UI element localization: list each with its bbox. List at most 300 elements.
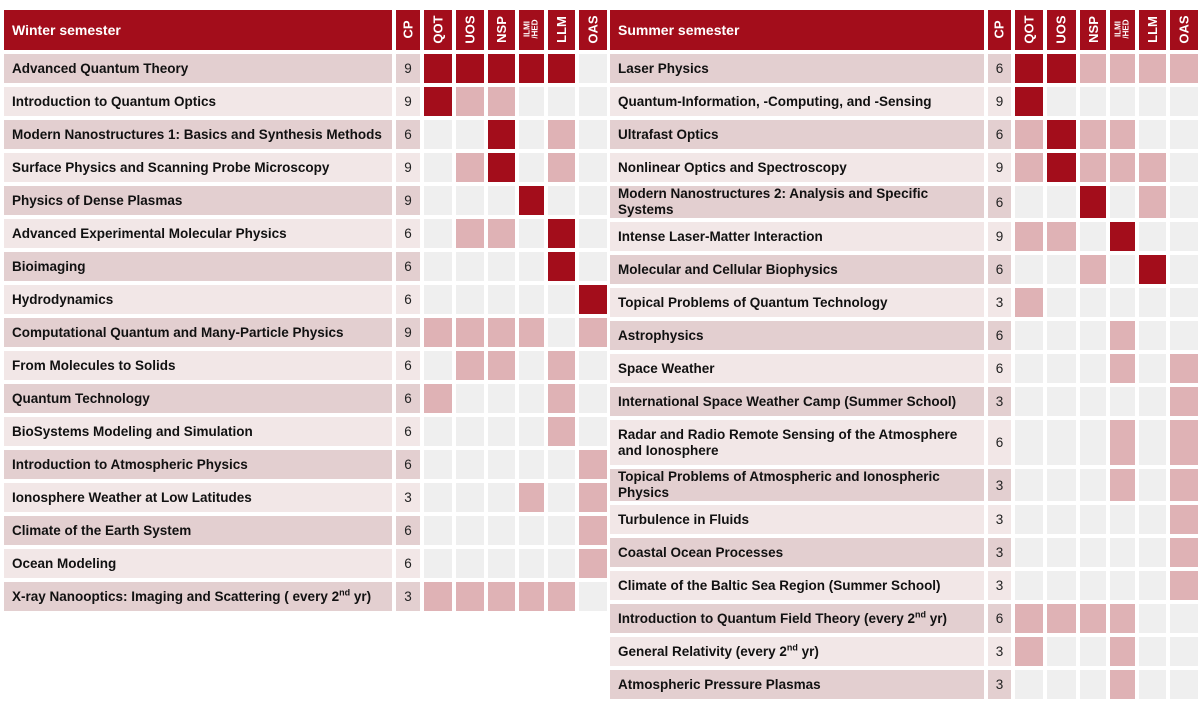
relevance-cell — [486, 85, 517, 118]
relevance-cell — [454, 118, 486, 151]
relevance-cell — [1108, 467, 1137, 503]
relevance-cell — [546, 481, 577, 514]
relevance-cell — [1045, 151, 1077, 184]
relevance-cell — [1168, 569, 1200, 602]
credit-points: 9 — [986, 85, 1014, 118]
relevance-cell — [1108, 85, 1137, 118]
course-row — [2, 448, 609, 481]
relevance-cell — [517, 316, 546, 349]
course-name — [2, 118, 394, 151]
relevance-cell — [1078, 286, 1109, 319]
column-label: LLM — [1144, 16, 1160, 43]
course-name-sup: nd — [786, 642, 798, 652]
course-row — [2, 349, 609, 382]
course-name-text: Ocean Modeling — [12, 555, 117, 571]
relevance-cell — [1137, 385, 1168, 418]
relevance-cell — [1013, 52, 1045, 85]
course-name — [608, 569, 986, 602]
course-row — [2, 52, 609, 85]
relevance-cell — [1045, 118, 1077, 151]
course-row — [608, 253, 1200, 286]
relevance-cell — [486, 118, 517, 151]
credit-points: 3 — [986, 536, 1014, 569]
credit-points: 3 — [986, 569, 1014, 602]
relevance-cell — [1108, 418, 1137, 467]
credit-points: 3 — [986, 635, 1014, 668]
relevance-cell — [1168, 52, 1200, 85]
relevance-cell — [486, 52, 517, 85]
course-row — [2, 85, 609, 118]
relevance-cell — [1013, 151, 1045, 184]
relevance-cell — [422, 481, 454, 514]
course-row — [608, 52, 1200, 85]
course-name-text: Topical Problems of Quantum Technology — [618, 294, 888, 310]
course-row — [608, 467, 1200, 503]
relevance-cell — [1045, 602, 1077, 635]
relevance-cell — [546, 85, 577, 118]
summer-column-header-5 — [1168, 8, 1200, 52]
relevance-cell — [454, 514, 486, 547]
relevance-cell — [546, 349, 577, 382]
course-name — [608, 467, 986, 503]
relevance-cell — [454, 217, 486, 250]
relevance-cell — [1137, 503, 1168, 536]
relevance-cell — [1108, 352, 1137, 385]
course-name-text: Bioimaging — [12, 258, 86, 274]
relevance-cell — [577, 316, 609, 349]
relevance-cell — [1108, 184, 1137, 220]
relevance-cell — [1013, 569, 1045, 602]
course-row — [608, 635, 1200, 668]
course-row — [2, 316, 609, 349]
relevance-cell — [422, 580, 454, 613]
relevance-cell — [577, 283, 609, 316]
relevance-cell — [1013, 118, 1045, 151]
credit-points: 6 — [394, 415, 422, 448]
relevance-cell — [422, 316, 454, 349]
winter-column-header-2 — [486, 8, 517, 52]
relevance-cell — [1137, 467, 1168, 503]
course-row — [2, 250, 609, 283]
column-label: NSP — [1085, 16, 1101, 43]
course-row — [608, 503, 1200, 536]
course-row — [2, 514, 609, 547]
relevance-cell — [454, 316, 486, 349]
credit-points: 6 — [394, 382, 422, 415]
relevance-cell — [1045, 253, 1077, 286]
relevance-cell — [577, 151, 609, 184]
credit-points: 3 — [986, 503, 1014, 536]
relevance-cell — [1168, 319, 1200, 352]
relevance-cell — [486, 547, 517, 580]
course-row — [608, 418, 1200, 467]
summer-header-row — [608, 8, 1200, 52]
winter-semester-table — [2, 8, 609, 613]
relevance-cell — [454, 481, 486, 514]
relevance-cell — [517, 415, 546, 448]
relevance-cell — [1045, 220, 1077, 253]
relevance-cell — [546, 217, 577, 250]
relevance-cell — [1045, 536, 1077, 569]
relevance-cell — [1168, 503, 1200, 536]
relevance-cell — [577, 118, 609, 151]
course-row — [608, 352, 1200, 385]
relevance-cell — [546, 415, 577, 448]
course-row — [2, 481, 609, 514]
relevance-cell — [546, 283, 577, 316]
cp-label: CP — [991, 20, 1007, 39]
relevance-cell — [1108, 319, 1137, 352]
relevance-cell — [577, 514, 609, 547]
relevance-cell — [1137, 418, 1168, 467]
relevance-cell — [1137, 286, 1168, 319]
relevance-cell — [1045, 286, 1077, 319]
relevance-cell — [1168, 85, 1200, 118]
relevance-cell — [1137, 220, 1168, 253]
course-name-text: Ionosphere Weather at Low Latitudes — [12, 489, 252, 505]
relevance-cell — [486, 382, 517, 415]
course-name — [608, 418, 986, 467]
course-name-text: Astrophysics — [618, 327, 704, 343]
relevance-cell — [1108, 536, 1137, 569]
relevance-cell — [1078, 385, 1109, 418]
course-name-text: Atmospheric Pressure Plasmas — [618, 676, 821, 692]
summer-column-header-2 — [1078, 8, 1109, 52]
course-name-text: Space Weather — [618, 360, 715, 376]
relevance-cell — [1013, 352, 1045, 385]
course-name — [608, 253, 986, 286]
relevance-cell — [577, 415, 609, 448]
relevance-cell — [1045, 635, 1077, 668]
course-name-text: From Molecules to Solids — [12, 357, 176, 373]
course-name-text: BioSystems Modeling and Simulation — [12, 423, 253, 439]
course-name-sup: nd — [915, 609, 927, 619]
relevance-cell — [1078, 536, 1109, 569]
course-name-text: Molecular and Cellular Biophysics — [618, 261, 838, 277]
winter-body — [2, 52, 609, 613]
relevance-cell — [1045, 85, 1077, 118]
relevance-cell — [422, 349, 454, 382]
course-name-text: Advanced Quantum Theory — [12, 60, 189, 76]
relevance-cell — [517, 283, 546, 316]
relevance-cell — [1078, 118, 1109, 151]
winter-title: Winter semester — [2, 8, 394, 52]
credit-points: 6 — [394, 349, 422, 382]
course-row — [2, 580, 609, 613]
relevance-cell — [486, 316, 517, 349]
relevance-cell — [517, 118, 546, 151]
course-name-text: Laser Physics — [618, 60, 709, 76]
relevance-cell — [1168, 253, 1200, 286]
relevance-cell — [546, 316, 577, 349]
column-label: QOT — [1021, 15, 1037, 44]
course-row — [2, 184, 609, 217]
relevance-cell — [577, 217, 609, 250]
relevance-cell — [486, 217, 517, 250]
relevance-cell — [486, 151, 517, 184]
relevance-cell — [422, 283, 454, 316]
course-row — [608, 85, 1200, 118]
relevance-cell — [1013, 253, 1045, 286]
relevance-cell — [454, 52, 486, 85]
credit-points: 9 — [394, 85, 422, 118]
course-name-text: Modern Nanostructures 2: Analysis and Specific Systems — [618, 186, 929, 217]
relevance-cell — [577, 184, 609, 217]
course-row — [2, 118, 609, 151]
relevance-cell — [1168, 418, 1200, 467]
relevance-cell — [1045, 52, 1077, 85]
winter-header-row — [2, 8, 609, 52]
relevance-cell — [577, 250, 609, 283]
relevance-cell — [1108, 503, 1137, 536]
relevance-cell — [546, 514, 577, 547]
relevance-cell — [577, 580, 609, 613]
credit-points: 6 — [394, 283, 422, 316]
course-name — [608, 635, 986, 668]
relevance-cell — [1013, 286, 1045, 319]
relevance-cell — [1168, 220, 1200, 253]
column-label: OAS — [585, 15, 601, 44]
relevance-cell — [1013, 184, 1045, 220]
relevance-cell — [422, 250, 454, 283]
course-name-text: Turbulence in Fluids — [618, 511, 750, 527]
relevance-cell — [577, 349, 609, 382]
course-name — [2, 415, 394, 448]
course-name-text: Nonlinear Optics and Spectroscopy — [618, 159, 847, 175]
course-row — [608, 536, 1200, 569]
course-name-tail: yr) — [350, 588, 372, 604]
relevance-cell — [517, 250, 546, 283]
course-row — [608, 286, 1200, 319]
relevance-cell — [1168, 668, 1200, 701]
course-name — [608, 286, 986, 319]
course-name — [608, 184, 986, 220]
credit-points: 9 — [986, 151, 1014, 184]
column-label: QOT — [430, 15, 446, 44]
course-row — [2, 382, 609, 415]
winter-cp-header — [394, 8, 422, 52]
credit-points: 9 — [394, 184, 422, 217]
course-row — [608, 118, 1200, 151]
relevance-cell — [517, 448, 546, 481]
relevance-cell — [1078, 569, 1109, 602]
relevance-cell — [1168, 286, 1200, 319]
relevance-cell — [1078, 220, 1109, 253]
relevance-cell — [422, 52, 454, 85]
relevance-cell — [486, 349, 517, 382]
relevance-cell — [546, 547, 577, 580]
course-name-text: Intense Laser-Matter Interaction — [618, 228, 823, 244]
course-name — [2, 448, 394, 481]
relevance-cell — [1108, 635, 1137, 668]
relevance-cell — [422, 514, 454, 547]
summer-title: Summer semester — [608, 8, 986, 52]
course-name — [2, 85, 394, 118]
relevance-cell — [1108, 385, 1137, 418]
credit-points: 6 — [986, 184, 1014, 220]
relevance-cell — [486, 481, 517, 514]
relevance-cell — [1013, 319, 1045, 352]
summer-cp-header — [986, 8, 1014, 52]
relevance-cell — [1168, 151, 1200, 184]
relevance-cell — [454, 250, 486, 283]
relevance-cell — [1137, 602, 1168, 635]
relevance-cell — [422, 217, 454, 250]
relevance-cell — [546, 448, 577, 481]
course-name — [608, 319, 986, 352]
relevance-cell — [1137, 536, 1168, 569]
course-row — [608, 385, 1200, 418]
relevance-cell — [1078, 319, 1109, 352]
relevance-cell — [1137, 151, 1168, 184]
relevance-cell — [1168, 467, 1200, 503]
course-name-text: Hydrodynamics — [12, 291, 114, 307]
cp-label: CP — [400, 20, 416, 39]
relevance-cell — [577, 481, 609, 514]
relevance-cell — [1045, 385, 1077, 418]
relevance-cell — [1013, 635, 1045, 668]
course-row — [608, 602, 1200, 635]
relevance-cell — [577, 52, 609, 85]
credit-points: 6 — [986, 319, 1014, 352]
course-name — [2, 316, 394, 349]
course-name-text: Climate of the Earth System — [12, 522, 192, 538]
relevance-cell — [486, 250, 517, 283]
relevance-cell — [486, 580, 517, 613]
credit-points: 3 — [394, 580, 422, 613]
credit-points: 6 — [986, 418, 1014, 467]
course-name — [608, 118, 986, 151]
column-label: OAS — [1176, 15, 1192, 44]
relevance-cell — [517, 217, 546, 250]
course-row — [608, 184, 1200, 220]
relevance-cell — [517, 481, 546, 514]
relevance-cell — [546, 184, 577, 217]
relevance-cell — [1108, 151, 1137, 184]
relevance-cell — [454, 85, 486, 118]
course-name — [2, 382, 394, 415]
relevance-cell — [1013, 85, 1045, 118]
relevance-cell — [577, 85, 609, 118]
relevance-cell — [1108, 602, 1137, 635]
relevance-cell — [1108, 52, 1137, 85]
course-name — [608, 85, 986, 118]
credit-points: 6 — [986, 52, 1014, 85]
relevance-cell — [517, 349, 546, 382]
relevance-cell — [546, 382, 577, 415]
credit-points: 6 — [394, 118, 422, 151]
relevance-cell — [1078, 253, 1109, 286]
relevance-cell — [454, 580, 486, 613]
relevance-cell — [454, 184, 486, 217]
summer-column-header-4 — [1137, 8, 1168, 52]
relevance-cell — [1168, 184, 1200, 220]
relevance-cell — [1137, 118, 1168, 151]
course-row — [2, 283, 609, 316]
relevance-cell — [1078, 184, 1109, 220]
relevance-cell — [422, 547, 454, 580]
relevance-cell — [1045, 352, 1077, 385]
relevance-cell — [517, 52, 546, 85]
course-name-text: International Space Weather Camp (Summer School) — [618, 393, 957, 409]
relevance-cell — [517, 85, 546, 118]
course-name-text: Advanced Experimental Molecular Physics — [12, 225, 287, 241]
relevance-cell — [1078, 352, 1109, 385]
relevance-cell — [1137, 85, 1168, 118]
credit-points: 3 — [394, 481, 422, 514]
course-name-text: Introduction to Quantum Field Theory (every 2 — [618, 610, 916, 626]
relevance-cell — [1078, 418, 1109, 467]
relevance-cell — [517, 184, 546, 217]
column-label: NSP — [494, 16, 510, 43]
course-row — [2, 415, 609, 448]
relevance-cell — [486, 415, 517, 448]
relevance-cell — [1045, 418, 1077, 467]
credit-points: 9 — [394, 151, 422, 184]
course-name — [608, 220, 986, 253]
credit-points: 9 — [394, 52, 422, 85]
relevance-cell — [546, 52, 577, 85]
relevance-cell — [1045, 184, 1077, 220]
course-name — [2, 250, 394, 283]
course-name-text: Radar and Radio Remote Sensing of the Atmosphere and Ionosphere — [618, 426, 958, 458]
relevance-cell — [1137, 668, 1168, 701]
relevance-cell — [1108, 220, 1137, 253]
relevance-cell — [1045, 668, 1077, 701]
relevance-cell — [1108, 569, 1137, 602]
relevance-cell — [517, 514, 546, 547]
relevance-cell — [422, 415, 454, 448]
relevance-cell — [1108, 118, 1137, 151]
column-label: ILMI /HED — [522, 18, 540, 39]
course-name — [2, 52, 394, 85]
relevance-cell — [1013, 536, 1045, 569]
summer-column-header-1 — [1045, 8, 1077, 52]
relevance-cell — [1013, 503, 1045, 536]
relevance-cell — [1137, 352, 1168, 385]
credit-points: 6 — [394, 448, 422, 481]
relevance-cell — [1078, 668, 1109, 701]
course-name — [2, 481, 394, 514]
relevance-cell — [1108, 668, 1137, 701]
relevance-cell — [422, 118, 454, 151]
relevance-cell — [1013, 418, 1045, 467]
relevance-cell — [1013, 220, 1045, 253]
course-row — [608, 668, 1200, 701]
course-name-text: X-ray Nanooptics: Imaging and Scattering ( every 2 — [12, 588, 340, 604]
credit-points: 6 — [394, 514, 422, 547]
course-name — [2, 151, 394, 184]
credit-points: 6 — [394, 217, 422, 250]
credit-points: 9 — [394, 316, 422, 349]
relevance-cell — [486, 448, 517, 481]
relevance-cell — [454, 382, 486, 415]
relevance-cell — [1168, 536, 1200, 569]
credit-points: 6 — [986, 602, 1014, 635]
relevance-cell — [546, 118, 577, 151]
credit-points: 3 — [986, 668, 1014, 701]
course-name — [2, 184, 394, 217]
course-row — [2, 217, 609, 250]
course-name-text: Topical Problems of Atmospheric and Ionospheric Physics — [618, 469, 940, 500]
relevance-cell — [454, 547, 486, 580]
relevance-cell — [577, 448, 609, 481]
credit-points: 3 — [986, 385, 1014, 418]
relevance-cell — [1137, 569, 1168, 602]
relevance-cell — [546, 580, 577, 613]
course-row — [608, 569, 1200, 602]
summer-column-header-3 — [1108, 8, 1137, 52]
